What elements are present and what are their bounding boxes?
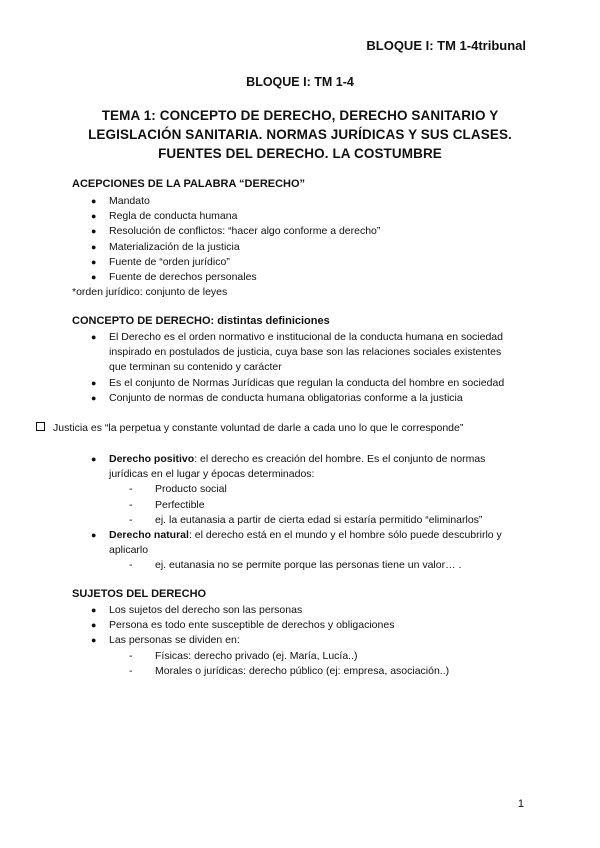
bullet-icon: ● xyxy=(91,635,97,646)
acepciones-heading: ACEPCIONES DE LA PALABRA “DERECHO” xyxy=(72,178,306,190)
bullet-icon: ● xyxy=(91,211,97,222)
block-title: BLOQUE I: TM 1-4 xyxy=(246,75,354,89)
justicia-text: Justicia es “la perpetua y constante voluntad de darle a cada uno lo que le corresponde” xyxy=(53,422,464,434)
bullet-icon: ● xyxy=(91,196,97,206)
list-item: ● Regla de conducta humana xyxy=(91,209,551,224)
concepto-list xyxy=(91,330,551,406)
list-item: ● Conjunto de normas de conducta humana obligatorias conforme a la justicia xyxy=(91,391,551,406)
page-header: BLOQUE I: TM 1-4tribunal xyxy=(366,38,526,53)
bullet-icon: ● xyxy=(91,454,97,464)
bullet-icon: ● xyxy=(91,241,97,252)
list-item-natural: ● Derecho natural: el derecho está en el mundo y el hombre sólo puede descubrirlo y aplicarlo - ej. eutanasia no se permite porque las personas tiene un valor… . xyxy=(91,528,551,574)
natural-sublist xyxy=(129,558,551,573)
bullet-icon: ● xyxy=(91,605,97,615)
bullet-icon: ● xyxy=(91,272,97,283)
acepciones-list xyxy=(91,194,551,285)
list-item: ● El Derecho es el orden normativo e institucional de la conducta humana en sociedad inspirado en postulados de justicia, cuya base son las relaciones sociales existentes que terminan su contenido y carácter xyxy=(91,331,503,374)
tema-title xyxy=(0,106,600,163)
list-item: ● Fuente de “orden jurídico” xyxy=(91,255,551,270)
sujetos-list xyxy=(91,603,551,679)
list-item: ● Persona es todo ente susceptible de derechos y obligaciones xyxy=(91,618,551,633)
list-item: ● Materialización de la justicia xyxy=(91,240,551,255)
sub-item: - ej. eutanasia no se permite porque las personas tiene un valor… . xyxy=(129,559,462,572)
list-item-positivo: ● Derecho positivo: el derecho es creación del hombre. Es el conjunto de normas jurídicas en el lugar y épocas determinados: - Producto social - Perfectible - ej. la eutanasia a partir de cierta edad si estaría permitido “eliminarlos” xyxy=(91,452,551,528)
positivo-sublist xyxy=(129,482,551,528)
list-item: ● Los sujetos del derecho son las personas xyxy=(91,603,551,618)
positivo-label: Derecho positivo xyxy=(109,453,195,465)
checkbox-bullet-icon xyxy=(36,422,45,431)
tema-title-line1: TEMA 1: CONCEPTO DE DERECHO, DERECHO SANITARIO Y xyxy=(101,108,499,123)
tema-title-line2: LEGISLACIÓN SANITARIA. NORMAS JURÍDICAS Y SUS CLASES. xyxy=(88,127,512,142)
sub-item: - Producto social xyxy=(129,483,227,496)
bullet-icon: ● xyxy=(91,392,97,403)
justicia-line xyxy=(36,422,556,434)
list-item: ● Resolución de conflictos: “hacer algo conforme a derecho” xyxy=(91,224,551,239)
sujetos-heading: SUJETOS DEL DERECHO xyxy=(72,588,207,600)
natural-label: Derecho natural xyxy=(109,529,189,542)
sujetos-sublist xyxy=(129,649,551,679)
list-item: ● Las personas se dividen en: - Físicas: derecho privado (ej. María, Lucía..) - Morales o jurídicas: derecho público (ej: empresa, asociación..) xyxy=(91,633,551,679)
acepciones-note: *orden jurídico: conjunto de leyes xyxy=(72,286,228,298)
bullet-icon: ● xyxy=(91,530,97,541)
sub-item: - Perfectible xyxy=(129,498,205,511)
bullet-icon: ● xyxy=(91,226,97,237)
page-number: 1 xyxy=(517,798,524,810)
concepto-heading: CONCEPTO DE DERECHO: distintas definiciones xyxy=(72,315,330,327)
list-item: ● Fuente de derechos personales xyxy=(91,270,551,285)
sub-item: - Físicas: derecho privado (ej. María, Lucía..) xyxy=(129,649,358,662)
list-item: ● Mandato xyxy=(91,194,551,209)
sub-item: - ej. la eutanasia a partir de cierta edad si estaría permitido “eliminarlos” xyxy=(129,513,483,526)
sub-item: - Morales o jurídicas: derecho público (ej: empresa, asociación..) xyxy=(129,664,450,677)
bullet-icon: ● xyxy=(91,620,97,631)
bullet-icon: ● xyxy=(91,256,97,267)
tipos-derecho-list xyxy=(91,452,551,574)
tema-title-line3: FUENTES DEL DERECHO. LA COSTUMBRE xyxy=(158,146,442,161)
list-item: ● Es el conjunto de Normas Jurídicas que regulan la conducta del hombre en sociedad xyxy=(91,376,551,391)
bullet-icon: ● xyxy=(91,332,97,342)
bullet-icon: ● xyxy=(91,377,97,388)
